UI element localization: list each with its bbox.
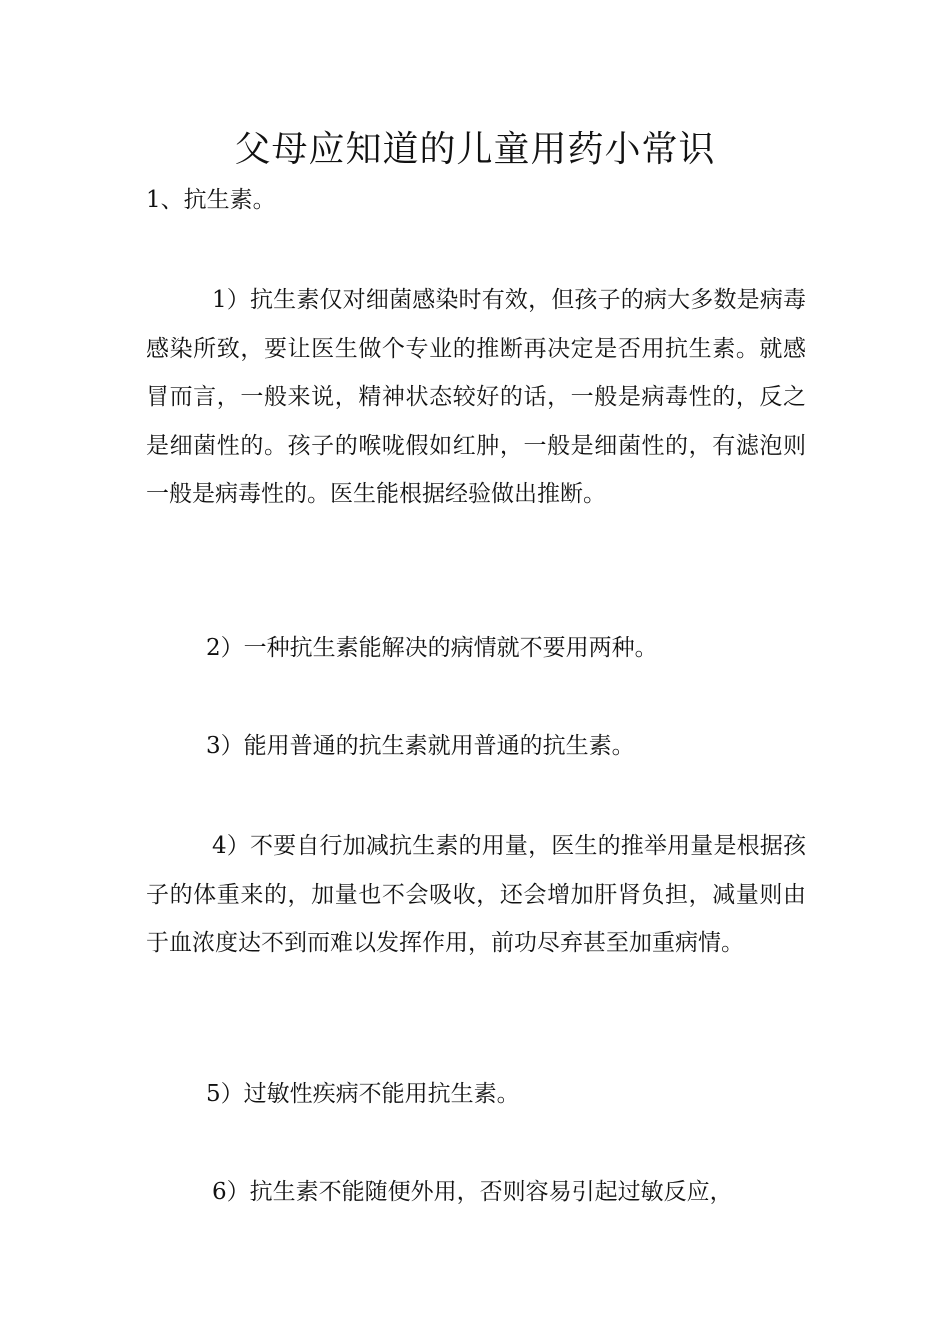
section-heading: 1、抗生素。 — [146, 187, 276, 213]
paragraph-5: 5）过敏性疾病不能用抗生素。 — [206, 1081, 520, 1107]
page-title: 父母应知道的儿童用药小常识 — [234, 129, 716, 170]
paragraph-6: 6）抗生素不能随便外用，否则容易引起过敏反应， — [212, 1179, 733, 1205]
paragraph-4: 4）不要自行加减抗生素的用量，医生的推举用量是根据孩子的体重来的，加量也不会吸收，还会增加肝肾负担，减量则由于血浓度达不到而难以发挥作用，前功尽弃甚至加重病情。 — [146, 833, 806, 956]
paragraph-2: 2）一种抗生素能解决的病情就不要用两种。 — [206, 635, 658, 661]
paragraph-1: 1）抗生素仅对细菌感染时有效，但孩子的病大多数是病毒感染所致，要让医生做个专业的推断再决定是否用抗生素。就感冒而言，一般来说，精神状态较好的话，一般是病毒性的，反之是细菌性的。孩子的喉咙假如红肿，一般是细菌性的，有滤泡则一般是病毒性的。医生能根据经验做出推断。 — [146, 287, 806, 507]
paragraph-3: 3）能用普通的抗生素就用普通的抗生素。 — [206, 733, 635, 759]
